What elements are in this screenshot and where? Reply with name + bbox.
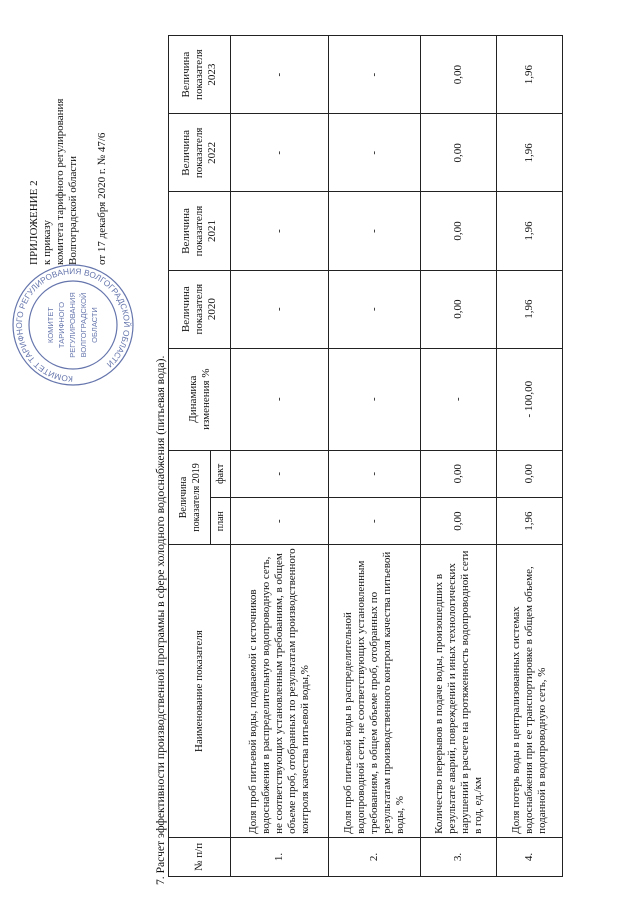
header-name: Наименование показателя xyxy=(169,545,231,838)
value-dynamics: - xyxy=(329,348,421,450)
value-fact-2019: 0,00 xyxy=(497,450,563,497)
seal-inner-line: ВОЛГОГРАДСКОЙ xyxy=(79,292,88,358)
value-plan-2019: 0,00 xyxy=(421,497,497,544)
row-number: 4. xyxy=(497,837,563,876)
value-2022: 0,00 xyxy=(421,114,497,192)
header-2023: Величина показателя 2023 xyxy=(169,36,231,114)
table-row xyxy=(329,36,421,877)
value-2021: 1,96 xyxy=(497,192,563,270)
header-plan: план xyxy=(211,497,231,544)
indicator-name: Доля потерь воды в централизованных системах водоснабжения при ее транспортировке в общем объеме, поданной в водопроводную сеть, % xyxy=(497,545,563,838)
indicator-name: Доля проб питьевой воды, подаваемой с источников водоснабжения в распределительную водопроводную сеть, не соответствующих установленным требованиям, в общем объеме проб, отобранных по результатам производственного контроля качества питьевой воды,% xyxy=(231,545,329,838)
value-2022: 1,96 xyxy=(497,114,563,192)
value-2021: - xyxy=(329,192,421,270)
header-2019: Величина показателя 2019 xyxy=(169,450,211,545)
seal-inner-line: ТАРИФНОГО xyxy=(57,301,66,349)
appendix-line: ПРИЛОЖЕНИЕ 2 xyxy=(28,180,40,265)
row-number: 3. xyxy=(421,837,497,876)
appendix-date: от 17 декабря 2020 г. № 47/6 xyxy=(96,132,108,265)
value-plan-2019: - xyxy=(231,497,329,544)
appendix-line: комитета тарифного регулирования xyxy=(54,98,66,265)
header-fact: факт xyxy=(211,450,231,497)
value-2020: - xyxy=(231,270,329,348)
appendix-line: к приказу xyxy=(41,219,53,265)
seal-inner-line: ОБЛАСТИ xyxy=(90,307,99,343)
value-2022: - xyxy=(231,114,329,192)
value-2020: 1,96 xyxy=(497,270,563,348)
table-row xyxy=(231,36,329,877)
seal-inner-line: КОМИТЕТ xyxy=(46,307,55,343)
value-2021: - xyxy=(231,192,329,270)
value-2023: - xyxy=(329,36,421,114)
value-plan-2019: - xyxy=(329,497,421,544)
value-2020: - xyxy=(329,270,421,348)
header-num: № п/п xyxy=(169,837,231,876)
value-fact-2019: - xyxy=(231,450,329,497)
header-dynamics: Динамика изменения % xyxy=(169,348,231,450)
efficiency-table xyxy=(168,35,563,877)
indicator-name: Количество перерывов в подаче воды, произошедших в результате аварий, повреждений и иных технологических нарушений в расчете на протяженность водопроводной сети в год, ед./км xyxy=(421,545,497,838)
value-plan-2019: 1,96 xyxy=(497,497,563,544)
value-dynamics: - 100,00 xyxy=(497,348,563,450)
appendix-header xyxy=(28,35,109,265)
row-number: 1. xyxy=(231,837,329,876)
seal-inner-line: РЕГУЛИРОВАНИЯ xyxy=(68,292,77,358)
value-2023: 1,96 xyxy=(497,36,563,114)
header-2022: Величина показателя 2022 xyxy=(169,114,231,192)
seal-outer-text: КОМИТЕТ ТАРИФНОГО РЕГУЛИРОВАНИЯ ВОЛГОГРАДСКОЙ ОБЛАСТИ xyxy=(13,265,133,385)
official-seal-stamp xyxy=(8,260,138,390)
header-2020: Величина показателя 2020 xyxy=(169,270,231,348)
table-row xyxy=(497,36,563,877)
value-2021: 0,00 xyxy=(421,192,497,270)
header-2021: Величина показателя 2021 xyxy=(169,192,231,270)
value-2020: 0,00 xyxy=(421,270,497,348)
indicator-name: Доля проб питьевой воды в распределительной водопроводной сети, не соответствующих установленным требованиям, в общем объеме проб, отобранных по результатам производственного контроля качества питьевой воды, % xyxy=(329,545,421,838)
value-2022: - xyxy=(329,114,421,192)
value-dynamics: - xyxy=(421,348,497,450)
appendix-line: Волгоградской области xyxy=(67,156,79,265)
section-caption: 7. Расчет эффективности производственной программы в сфере холодного водоснабжения (питьевая вода). xyxy=(154,355,167,885)
value-fact-2019: 0,00 xyxy=(421,450,497,497)
value-2023: 0,00 xyxy=(421,36,497,114)
row-number: 2. xyxy=(329,837,421,876)
value-fact-2019: - xyxy=(329,450,421,497)
table-row xyxy=(421,36,497,877)
value-dynamics: - xyxy=(231,348,329,450)
value-2023: - xyxy=(231,36,329,114)
